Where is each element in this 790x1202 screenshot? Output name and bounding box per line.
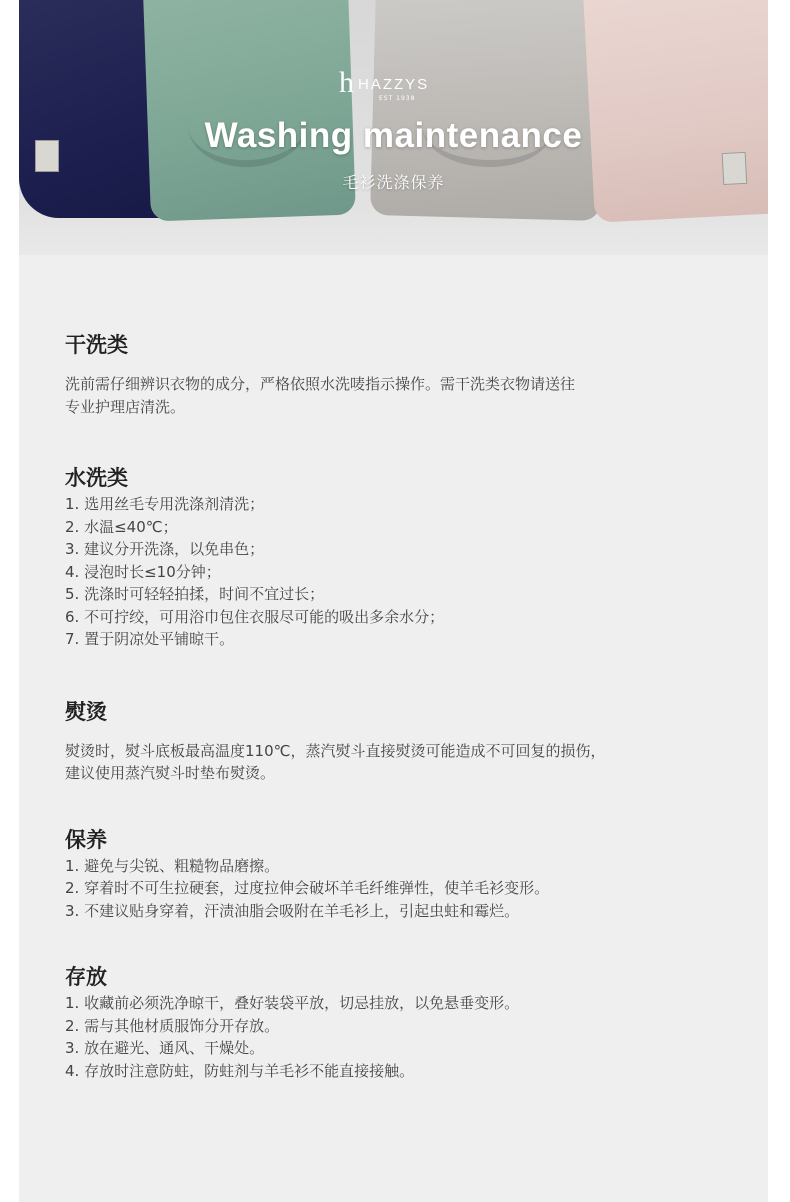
- brand-name: HAZZYS: [358, 76, 430, 93]
- list-item: 7. 置于阴凉处平铺晾干。: [65, 630, 235, 648]
- banner-title: Washing maintenance: [204, 116, 583, 155]
- section-title: 水洗类: [65, 466, 128, 490]
- section-body: [65, 740, 725, 785]
- list-item: 2. 穿着时不可生拉硬套，过度拉伸会破坏羊毛纤维弹性，使羊毛衫变形。: [65, 879, 550, 897]
- banner-subtitle: 毛衫洗涤保养: [342, 173, 445, 192]
- brand-established: EST 1938: [379, 95, 416, 102]
- section-wash: [65, 463, 725, 651]
- section-title: 熨烫: [65, 699, 107, 724]
- paragraph-line: 熨烫时，熨斗底板最高温度110℃，蒸汽熨斗直接熨烫可能造成不可回复的损伤，: [65, 741, 606, 760]
- hazzys-logo: [339, 68, 449, 102]
- section-dry-clean: [65, 330, 725, 418]
- section-list: [65, 493, 725, 651]
- list-item: 2. 需与其他材质服饰分开存放。: [65, 1016, 280, 1035]
- care-content: [65, 330, 725, 1082]
- section-list: [65, 992, 725, 1082]
- section-title: 干洗类: [65, 333, 128, 357]
- list-item: 3. 不建议贴身穿着，汗渍油脂会吸附在羊毛衫上，引起虫蛀和霉烂。: [65, 901, 520, 920]
- section-title: 保养: [65, 827, 107, 852]
- section-storage: [65, 962, 725, 1082]
- header-banner: [19, 0, 768, 255]
- paragraph-line: 建议使用蒸汽熨斗时垫布熨烫。: [65, 764, 276, 782]
- list-item: 3. 放在避光、通风、干燥处。: [65, 1039, 265, 1057]
- list-item: 1. 选用丝毛专用洗涤剂清洗；: [65, 495, 265, 513]
- page-panel: [19, 0, 768, 1202]
- list-item: 1. 避免与尖锐、粗糙物品磨擦。: [65, 856, 280, 875]
- section-body: [65, 373, 725, 418]
- list-item: 4. 浸泡时长≤10分钟；: [65, 562, 221, 581]
- list-item: 4. 存放时注意防蛀，防蛀剂与羊毛衫不能直接接触。: [65, 1061, 415, 1080]
- section-care: [65, 825, 725, 923]
- paragraph-line: 专业护理店清洗。: [65, 397, 186, 416]
- list-item: 2. 水温≤40℃；: [65, 517, 178, 536]
- list-item: 3. 建议分开洗涤，以免串色；: [65, 540, 265, 558]
- section-ironing: [65, 697, 725, 785]
- list-item: 5. 洗涤时可轻轻拍揉，时间不宜过长；: [65, 585, 325, 603]
- list-item: 1. 收藏前必须洗净晾干，叠好装袋平放，切忌挂放，以免悬垂变形。: [65, 994, 520, 1012]
- list-item: 6. 不可拧绞，可用浴巾包住衣服尽可能的吸出多余水分；: [65, 607, 445, 626]
- paragraph-line: 洗前需仔细辨识衣物的成分，严格依照水洗唛指示操作。需干洗类衣物请送往: [65, 375, 576, 393]
- section-title: 存放: [65, 965, 107, 989]
- hazzys-logo-mark-icon: h: [339, 66, 354, 99]
- section-list: [65, 855, 725, 923]
